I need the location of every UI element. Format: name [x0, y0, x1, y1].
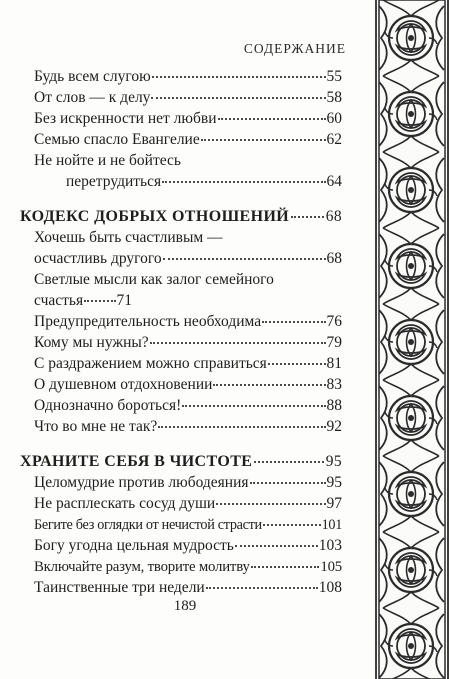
dot-leader [150, 342, 326, 344]
toc-section-heading[interactable] [20, 208, 342, 226]
toc-entry-title: Включайте разум, творите молитву [34, 559, 250, 575]
toc-entry-page: 108 [318, 579, 342, 596]
toc-entry-page: 64 [326, 173, 342, 190]
toc-entry-title: Семью спасло Евангелие [34, 131, 200, 148]
dot-leader [262, 321, 325, 323]
toc-entry-page: 92 [326, 418, 342, 435]
toc-entry-title: О душевном отдохновении [34, 376, 213, 393]
toc-entry-title-line1[interactable]: Светлые мысли как залог семейного [34, 271, 274, 288]
section-title: ХРАНИТЕ СЕБЯ В ЧИСТОТЕ [20, 453, 253, 470]
toc-entry[interactable] [34, 516, 342, 534]
dot-leader [291, 216, 324, 218]
toc-entry-title: Однозначно бороться! [34, 397, 182, 414]
toc-entry-title: Бегите без оглядки от нечистой страсти [34, 517, 262, 533]
toc-section-heading[interactable] [20, 453, 342, 471]
toc-entry[interactable] [34, 397, 342, 415]
toc-entry[interactable] [34, 537, 342, 555]
dot-leader [158, 426, 325, 428]
dot-leader [216, 503, 325, 505]
dot-leader [84, 300, 115, 302]
toc-entry[interactable] [34, 558, 342, 576]
toc-entry[interactable] [34, 474, 342, 492]
toc-entry-title: Целомудрие против любодеяния [34, 474, 249, 491]
toc-entry[interactable] [34, 131, 342, 149]
dot-leader [182, 405, 325, 407]
dot-leader [250, 482, 326, 484]
section-page: 95 [325, 453, 342, 470]
dot-leader [213, 384, 325, 386]
toc-entry-page: 83 [326, 376, 342, 393]
toc-entry[interactable] [34, 89, 342, 107]
toc-entry[interactable] [34, 313, 342, 331]
dot-leader [162, 181, 325, 183]
ornamental-border [373, 0, 450, 679]
dot-leader [268, 363, 326, 365]
toc-entry-page: 105 [320, 559, 342, 575]
toc-entry[interactable] [34, 68, 342, 86]
toc-entry-title: Богу угодна цельная мудрость [34, 537, 234, 554]
section-title: КОДЕКС ДОБРЫХ ОТНОШЕНИЙ [20, 208, 290, 225]
page-number: 189 [173, 598, 197, 614]
toc-entry-page: 62 [326, 131, 342, 148]
celtic-knot-ornament-icon [373, 0, 450, 679]
toc-entry-page: 71 [116, 292, 132, 309]
toc-entry-wrapped[interactable] [66, 173, 342, 191]
toc-entry-title: Будь всем слугою [34, 68, 151, 85]
toc-entry-page: 97 [326, 495, 342, 512]
toc-entry-title: Предупредительность необходима [34, 313, 262, 330]
toc-entry-page: 101 [321, 517, 342, 533]
toc-entry[interactable] [34, 579, 342, 597]
toc-entry-page: 88 [326, 397, 342, 414]
dot-leader [201, 139, 326, 141]
toc-entry-page: 68 [326, 250, 342, 267]
dot-leader [218, 118, 326, 120]
toc-entry[interactable] [34, 334, 342, 352]
toc-entry-page: 76 [326, 313, 342, 330]
toc-entry-wrapped[interactable] [34, 292, 132, 310]
toc-entry-page: 95 [326, 474, 342, 491]
dot-leader [251, 566, 320, 568]
toc-entry[interactable] [34, 418, 342, 436]
toc-entry-title-line1[interactable]: Не нойте и не бойтесь [34, 152, 181, 169]
toc-entry-title: Не расплескать сосуд души [34, 495, 216, 512]
dot-leader [206, 587, 318, 589]
toc-entry-page: 79 [326, 334, 342, 351]
toc-entry-page: 103 [318, 537, 342, 554]
toc-entry-title: Кому мы нужны? [34, 334, 149, 351]
section-page: 68 [325, 208, 342, 225]
toc-entry-title: Таинственные три недели [34, 579, 205, 596]
toc-entry-title: От слов — к делу [34, 89, 151, 106]
running-header: СОДЕРЖАНИЕ [243, 41, 346, 56]
toc-entry-page: 58 [326, 89, 342, 106]
toc-entry-wrapped[interactable] [34, 250, 342, 268]
dot-leader [152, 76, 326, 78]
toc-entry-page: 81 [326, 355, 342, 372]
dot-leader [263, 524, 321, 526]
toc-entry-title-line2: осчастливь другого [34, 250, 162, 267]
toc-entry-page: 55 [326, 68, 342, 85]
toc-entry[interactable] [34, 110, 342, 128]
toc-entry[interactable] [34, 495, 342, 513]
toc-entry-title-line2: перетрудиться [66, 173, 162, 190]
toc-entry[interactable] [34, 355, 342, 373]
dot-leader [235, 545, 318, 547]
toc-entry-title: Что во мне не так? [34, 418, 158, 435]
toc-entry[interactable] [34, 376, 342, 394]
dot-leader [151, 97, 325, 99]
dot-leader [163, 258, 326, 260]
toc-entry-page: 60 [326, 110, 342, 127]
toc-entry-title-line2: счастья [34, 292, 84, 309]
dot-leader [254, 461, 323, 463]
toc-entry-title: Без искренности нет любви [34, 110, 217, 127]
toc-entry-title: С раздражением можно справиться [34, 355, 267, 372]
toc-entry-title-line1[interactable]: Хочешь быть счастливым — [34, 229, 223, 246]
